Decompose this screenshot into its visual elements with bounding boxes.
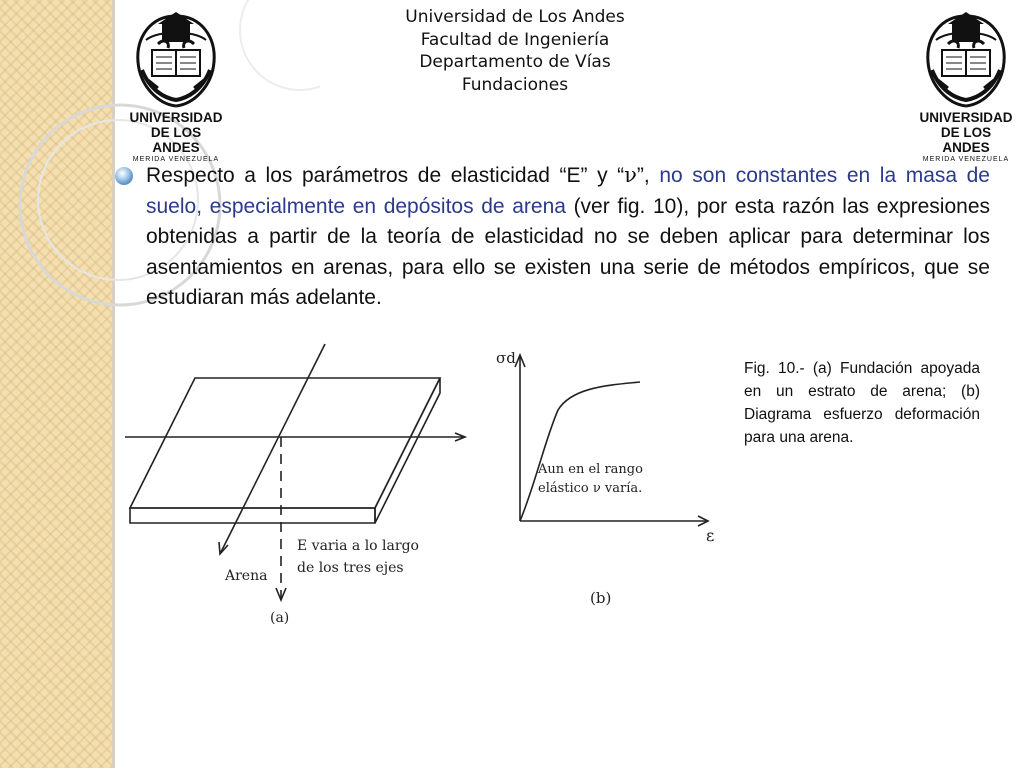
note-line2: elástico ν varía. [538, 481, 643, 496]
header-faculty: Facultad de Ingeniería [420, 29, 610, 50]
label-e-varies-line2: de los tres ejes [297, 560, 404, 576]
label-arena: Arena [225, 568, 268, 584]
logo-location: MERIDA VENEZUELA [132, 156, 220, 163]
figure-b-panel-label: (b) [590, 589, 612, 607]
logo-name-line2: DE LOS ANDES [150, 125, 202, 155]
university-seal-icon [918, 10, 1014, 110]
header-course: Fundaciones [461, 74, 569, 95]
header-university: Universidad de Los Andes [405, 7, 625, 27]
header-department: Departamento de Vías [419, 52, 611, 72]
logo-name-line1: UNIVERSIDAD [919, 110, 1013, 125]
university-logo-left [128, 10, 224, 163]
note-line1: Aun en el rango [538, 462, 643, 477]
logo-location: MERIDA VENEZUELA [922, 156, 1010, 163]
figure-a-panel-label: (a) [270, 610, 290, 626]
label-e-varies-line1: E varia a lo largo [297, 538, 419, 554]
x-axis-label: ε [706, 526, 715, 545]
university-logo-right [918, 10, 1014, 163]
figure-caption: Fig. 10.- (a) Fundación apoyada en un estrato de arena; (b) Diagrama esfuerzo deformación para una arena. [744, 360, 980, 446]
body-text-part3: (ver fig. 10), por esta razón las expresiones obtenidas a partir de la teoría de elasticidad no se deben aplicar para determinar los asentamientos en arenas, para ello se existen una serie de métodos empíricos, que se estudiaran más adelante. [146, 194, 990, 309]
figure-b-stress-strain-diagram [480, 345, 725, 615]
body-text-part2: ”, [636, 164, 660, 187]
bullet-icon [112, 164, 136, 188]
slide-header [340, 6, 690, 96]
body-text-part1: Respecto a los parámetros de elasticidad “E” y “ [146, 164, 625, 187]
body-highlight: no son constantes en la masa de suelo, especialmente en depósitos de arena [146, 164, 990, 218]
body-paragraph [146, 160, 990, 314]
y-axis-label: σd [496, 349, 516, 367]
logo-name-line1: UNIVERSIDAD [129, 110, 223, 125]
nu-symbol: ν [624, 163, 637, 187]
figure-a-sand-layer [125, 340, 475, 630]
logo-name-line2: DE LOS ANDES [940, 125, 992, 155]
university-seal-icon [128, 10, 224, 110]
